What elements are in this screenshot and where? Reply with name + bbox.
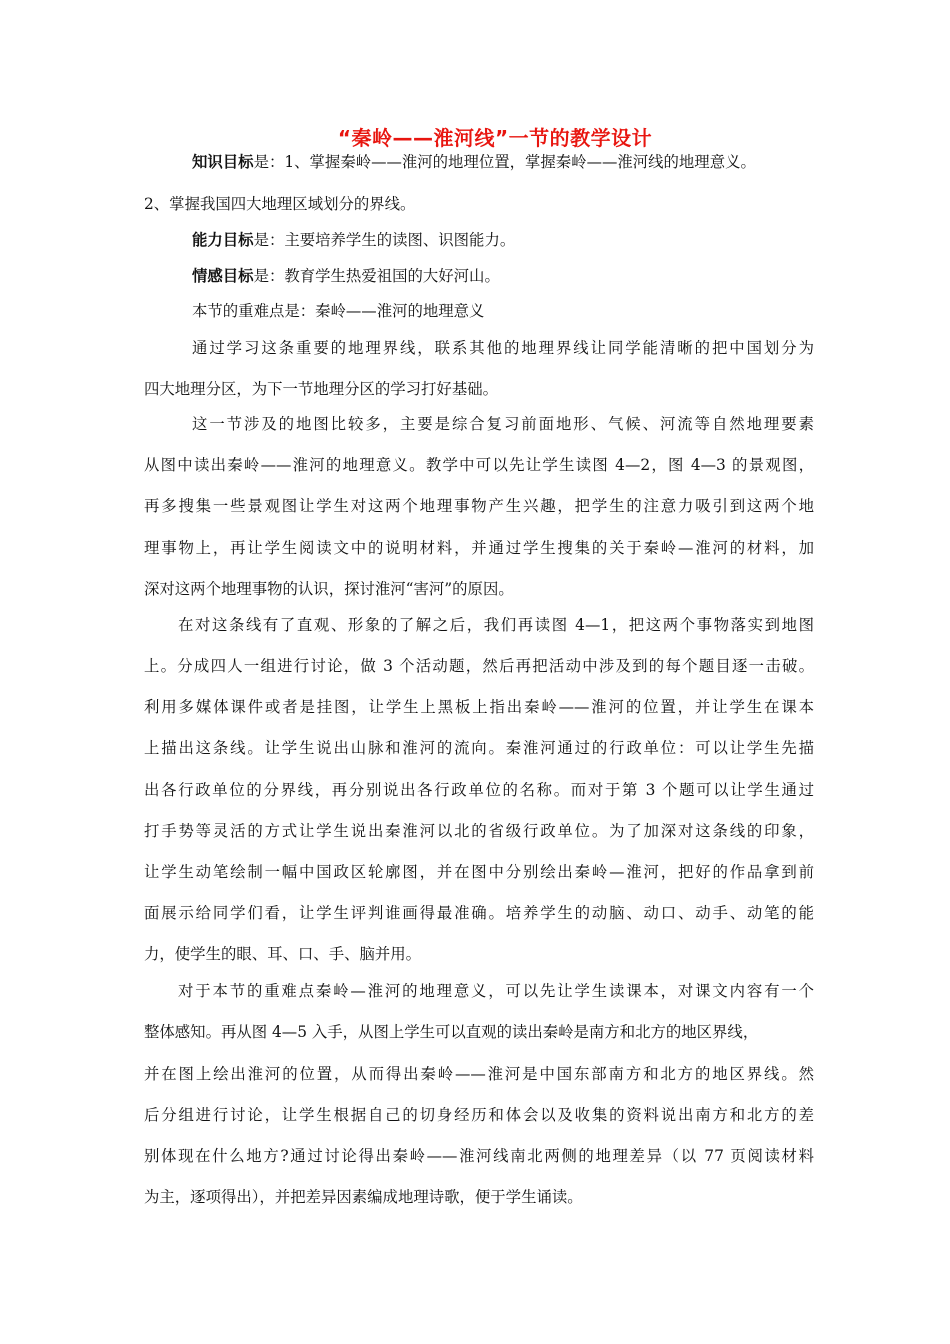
emotion-goal-label: 情感目标 [192, 267, 254, 285]
knowledge-goal-line-2: 2、掌握我国四大地理区域划分的界线。 [144, 195, 416, 213]
ability-goal-text: 是：主要培养学生的读图、识图能力。 [253, 231, 516, 249]
paragraph-2-line: 从图中读出秦岭——淮河的地理意义。教学中可以先让学生读图 4—2，图 4—3 的景观图， [144, 456, 814, 474]
knowledge-goal-line [192, 152, 814, 172]
paragraph-1-line: 通过学习这条重要的地理界线，联系其他的地理界线让同学能清晰的把中国划分为 [192, 339, 814, 357]
paragraph-4-line: 为主，逐项得出），并把差异因素编成地理诗歌，便于学生诵读。 [144, 1188, 583, 1206]
paragraph-3-line: 上。分成四人一组进行讨论，做 3 个活动题，然后再把活动中涉及到的每个题目逐一击破。 [144, 657, 814, 675]
paragraph-2-line: 这一节涉及的地图比较多，主要是综合复习前面地形、气候、河流等自然地理要素 [192, 415, 814, 433]
paragraph-4-line: 后分组进行讨论，让学生根据自己的切身经历和体会以及收集的资料说出南方和北方的差 [144, 1106, 814, 1124]
paragraph-3-line: 利用多媒体课件或者是挂图，让学生上黑板上指出秦岭——淮河的位置，并让学生在课本 [144, 698, 814, 716]
paragraph-2-line: 理事物上，再让学生阅读文中的说明材料，并通过学生搜集的关于秦岭—淮河的材料，加 [144, 539, 814, 557]
ability-goal-label: 能力目标 [192, 231, 254, 249]
paragraph-3-line: 打手势等灵活的方式让学生说出秦淮河以北的省级行政单位。为了加深对这条线的印象， [144, 822, 814, 840]
paragraph-3-line: 力，使学生的眼、耳、口、手、脑并用。 [144, 945, 422, 963]
document-title: “秦岭——淮河线”一节的教学设计 [337, 126, 653, 150]
paragraph-4-line: 对于本节的重难点秦岭—淮河的地理意义，可以先让学生读课本，对课文内容有一个 [178, 982, 814, 1000]
ability-goal-line [192, 230, 814, 250]
paragraph-3-line: 在对这条线有了直观、形象的了解之后，我们再读图 4—1，把这两个事物落实到地图 [178, 616, 814, 634]
paragraph-3-line: 出各行政单位的分界线，再分别说出各行政单位的名称。而对于第 3 个题可以让学生通过 [144, 781, 814, 799]
emotion-goal-text: 是：教育学生热爱祖国的大好河山。 [253, 267, 500, 285]
paragraph-3-line: 让学生动笔绘制一幅中国政区轮廓图，并在图中分别绘出秦岭—淮河，把好的作品拿到前 [144, 863, 814, 881]
knowledge-goal-label: 知识目标 [192, 153, 254, 171]
paragraph-4-line: 别体现在什么地方?通过讨论得出秦岭——淮河线南北两侧的地理差异（以 77 页阅读材料 [144, 1147, 814, 1165]
paragraph-4-line: 整体感知。再从图 4—5 入手，从图上学生可以直观的读出秦岭是南方和北方的地区界线， [144, 1023, 759, 1041]
paragraph-2-line: 深对这两个地理事物的认识，探讨淮河“害河”的原因。 [144, 580, 514, 598]
paragraph-2-line: 再多搜集一些景观图让学生对这两个地理事物产生兴趣，把学生的注意力吸引到这两个地 [144, 497, 814, 515]
paragraph-4-line: 并在图上绘出淮河的位置，从而得出秦岭——淮河是中国东部南方和北方的地区界线。然 [144, 1065, 814, 1083]
key-point-line: 本节的重难点是：秦岭——淮河的地理意义 [192, 302, 485, 320]
paragraph-3-line: 上描出这条线。让学生说出山脉和淮河的流向。秦淮河通过的行政单位：可以让学生先描 [144, 739, 814, 757]
paragraph-1-line: 四大地理分区，为下一节地理分区的学习打好基础。 [144, 380, 498, 398]
paragraph-3-line: 面展示给同学们看，让学生评判谁画得最准确。培养学生的动脑、动口、动手、动笔的能 [144, 904, 814, 922]
emotion-goal-line [192, 266, 814, 286]
knowledge-goal-text: 是：1、掌握秦岭——淮河的地理位置，掌握秦岭——淮河线的地理意义。 [253, 153, 756, 171]
